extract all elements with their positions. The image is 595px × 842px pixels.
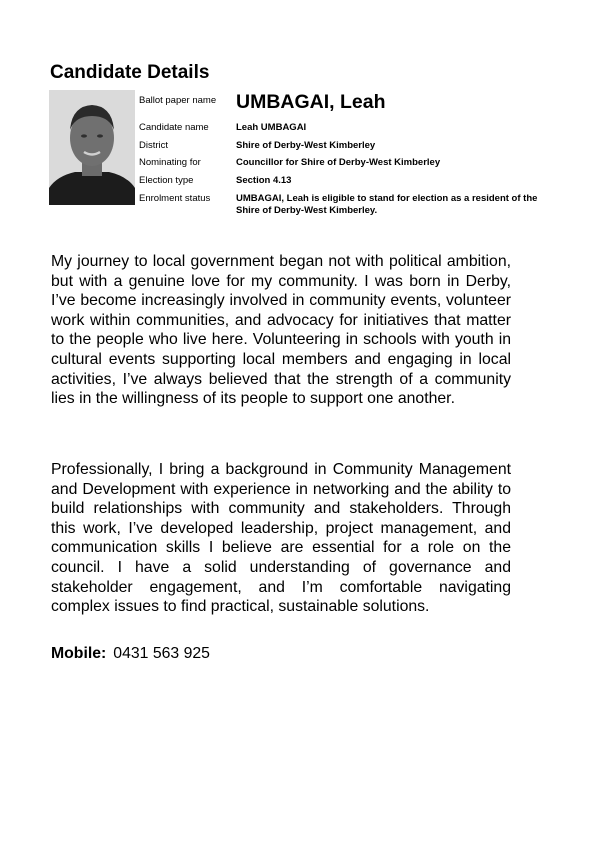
enrolment-status-value: UMBAGAI, Leah is eligible to stand for election as a resident of the Shire of Derby-West Kimberley.	[236, 193, 538, 216]
district-label: District	[139, 140, 169, 151]
election-type-label: Election type	[139, 175, 194, 186]
enrolment-status-label: Enrolment status	[139, 193, 211, 204]
ballot-name-value: UMBAGAI, Leah	[236, 91, 386, 113]
district-value: Shire of Derby-West Kimberley	[236, 140, 376, 151]
nominating-label: Nominating for	[139, 157, 201, 168]
mobile-label: Mobile:	[51, 645, 107, 662]
statement-paragraph-1: My journey to local government began not with political ambition, but with a genuine love for my community. I was born in Derby, I’ve become increasingly involved in community events, volunteer work within communities, and advocacy for initiatives that matter to the people who live here. Volunteering in schools with youth in cultural events supporting local members and engaging in local activities, I’ve always believed that the strength of a community lies in the willingness of its people to support one another.	[51, 253, 511, 408]
election-type-value: Section 4.13	[236, 175, 292, 186]
statement-paragraph-2: Professionally, I bring a background in Community Management and Development with experience in networking and the ability to build relationships with community and stakeholders. Through this work, I’ve developed leadership, project management, and communication skills I believe are essential for a role on the council. I have a solid understanding of governance and stakeholder engagement, and I’m comfortable navigating complex issues to find practical, sustainable solutions.	[51, 461, 511, 616]
candidate-photo	[49, 90, 135, 205]
mobile-contact	[51, 644, 210, 664]
candidate-name-value: Leah UMBAGAI	[236, 122, 307, 133]
ballot-name-label: Ballot paper name	[139, 95, 217, 106]
page-title: Candidate Details	[50, 62, 210, 83]
candidate-name-label: Candidate name	[139, 122, 209, 133]
mobile-number: 0431 563 925	[113, 645, 210, 662]
nominating-value: Councillor for Shire of Derby-West Kimberley	[236, 157, 441, 168]
